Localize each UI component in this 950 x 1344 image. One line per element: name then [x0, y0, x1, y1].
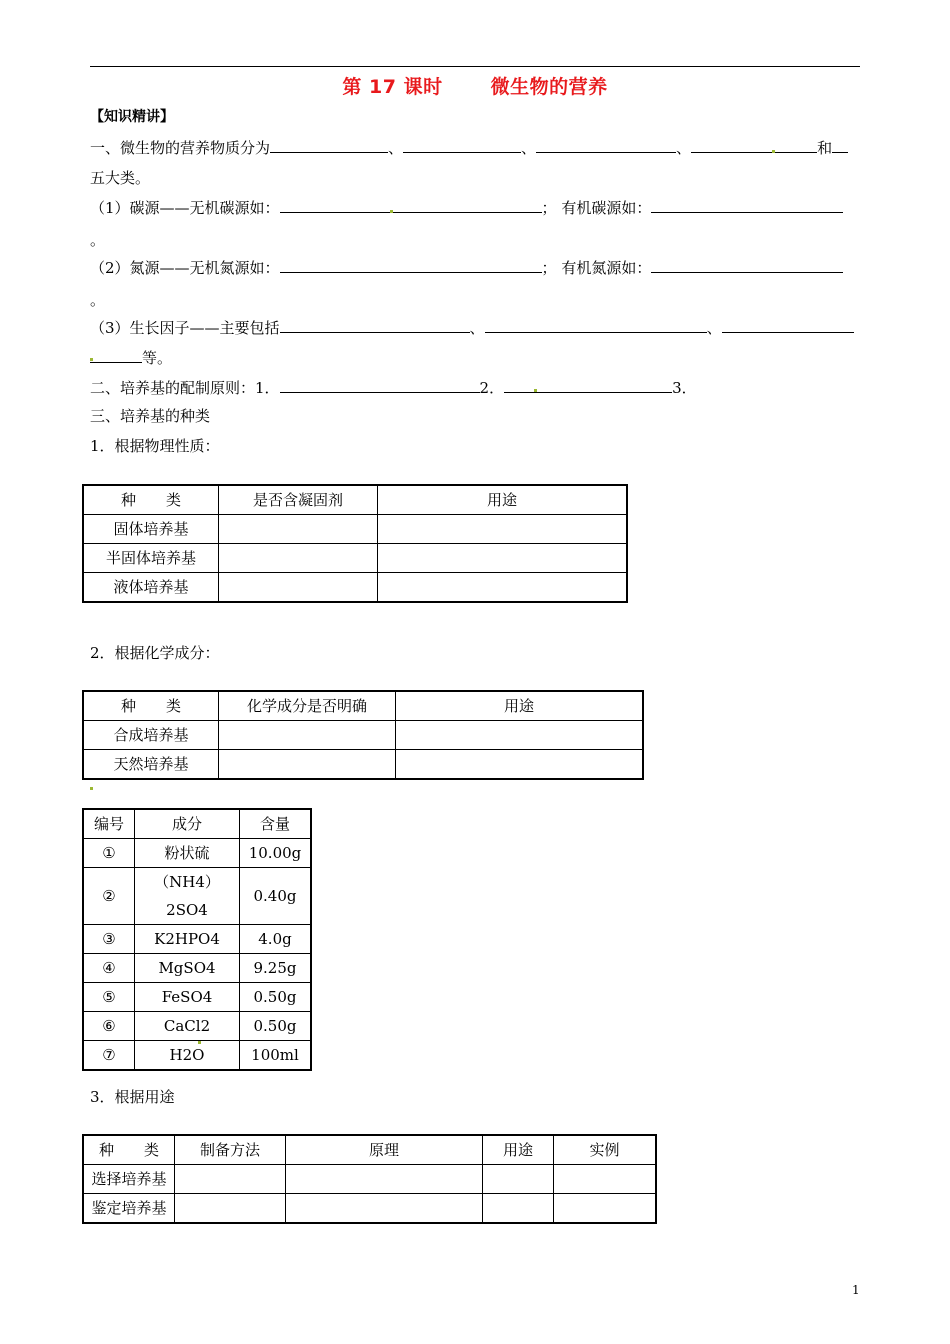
table-cell: FeSO4 — [135, 983, 240, 1012]
blank[interactable] — [280, 258, 542, 273]
subsection-2: 2．根据化学成分： — [90, 644, 220, 662]
subsection-3: 3．根据用途 — [90, 1088, 175, 1106]
blank[interactable] — [722, 318, 854, 333]
table-cell: MgSO4 — [135, 954, 240, 983]
q3-line: 三、培养基的种类 — [90, 407, 211, 425]
scan-mark — [90, 787, 93, 790]
table-cell: H2O — [135, 1041, 240, 1071]
table-row — [83, 868, 311, 925]
table-row-label: 固体培养基 — [83, 515, 219, 544]
table-cell: （NH4）2SO4 — [135, 868, 240, 925]
table-cell[interactable] — [554, 1165, 657, 1194]
lesson-number: 第 17 课时 — [342, 76, 443, 98]
table-cell: ⑥ — [83, 1012, 135, 1041]
carbon-line: （1）碳源——无机碳源如： ； 有机碳源如： — [90, 198, 843, 218]
growth-end: 等。 — [90, 348, 172, 368]
blank[interactable] — [651, 198, 843, 213]
table-row — [83, 1012, 311, 1041]
scan-mark — [390, 210, 393, 213]
scan-mark — [772, 150, 775, 153]
table-cell[interactable] — [219, 544, 378, 573]
table-physical — [82, 484, 628, 603]
table-cell: ② — [83, 868, 135, 925]
table-cell: ③ — [83, 925, 135, 954]
table-cell[interactable] — [483, 1165, 554, 1194]
table-row — [83, 925, 311, 954]
table-header: 是否含凝固剂 — [219, 485, 378, 515]
table-cell[interactable] — [219, 721, 396, 750]
table-cell[interactable] — [286, 1194, 483, 1224]
subsection-1: 1．根据物理性质： — [90, 437, 220, 455]
table-cell: ⑦ — [83, 1041, 135, 1071]
blank[interactable] — [270, 138, 388, 153]
table-row — [83, 983, 311, 1012]
carbon-end: 。 — [90, 231, 106, 249]
table-cell[interactable] — [219, 515, 378, 544]
table-cell: ④ — [83, 954, 135, 983]
scan-mark — [90, 358, 93, 361]
table-header: 用途 — [396, 691, 644, 721]
blank[interactable] — [280, 198, 542, 213]
table-row-label: 选择培养基 — [83, 1165, 175, 1194]
table-header: 种 类 — [83, 1135, 175, 1165]
table-cell: 0.50g — [240, 1012, 312, 1041]
table-cell: 0.40g — [240, 868, 312, 925]
table-cell: 粉状硫 — [135, 839, 240, 868]
section-header: 【知识精讲】 — [90, 109, 174, 125]
table-cell[interactable] — [219, 750, 396, 780]
table-cell: 100ml — [240, 1041, 312, 1071]
table-header: 编号 — [83, 809, 135, 839]
table-recipe — [82, 808, 312, 1071]
table-cell[interactable] — [175, 1165, 286, 1194]
table-cell: 9.25g — [240, 954, 312, 983]
table-header: 含量 — [240, 809, 312, 839]
table-row-label: 合成培养基 — [83, 721, 219, 750]
table-header: 成分 — [135, 809, 240, 839]
table-row-label: 天然培养基 — [83, 750, 219, 780]
blank[interactable] — [691, 138, 817, 153]
table-cell[interactable] — [378, 515, 628, 544]
blank[interactable] — [280, 378, 480, 393]
blank[interactable] — [280, 318, 470, 333]
blank[interactable] — [536, 138, 676, 153]
lesson-topic: 微生物的营养 — [490, 76, 608, 98]
nitrogen-end: 。 — [90, 291, 106, 309]
growth-line: （3）生长因子——主要包括 、 、 — [90, 318, 854, 338]
table-row — [83, 1041, 311, 1071]
q1-end: 五大类。 — [90, 169, 151, 187]
table-cell[interactable] — [175, 1194, 286, 1224]
nitrogen-line: （2）氮源——无机氮源如： ； 有机氮源如： — [90, 258, 843, 278]
table-header: 制备方法 — [175, 1135, 286, 1165]
header-rule — [90, 66, 860, 67]
table-row — [83, 954, 311, 983]
table-cell[interactable] — [378, 544, 628, 573]
page-number: 1 — [852, 1283, 860, 1297]
blank[interactable] — [90, 348, 142, 363]
scan-mark — [198, 1041, 201, 1044]
table-purpose — [82, 1134, 657, 1224]
table-header: 用途 — [378, 485, 628, 515]
table-cell: CaCl2 — [135, 1012, 240, 1041]
table-header: 化学成分是否明确 — [219, 691, 396, 721]
table-cell[interactable] — [483, 1194, 554, 1224]
table-header: 种 类 — [83, 691, 219, 721]
table-row-label: 半固体培养基 — [83, 544, 219, 573]
blank[interactable] — [832, 138, 848, 153]
table-header: 原理 — [286, 1135, 483, 1165]
table-cell[interactable] — [396, 750, 644, 780]
blank[interactable] — [504, 378, 672, 393]
blank[interactable] — [485, 318, 707, 333]
table-header: 种 类 — [83, 485, 219, 515]
table-cell: 4.0g — [240, 925, 312, 954]
blank[interactable] — [403, 138, 521, 153]
table-cell: ⑤ — [83, 983, 135, 1012]
table-chemical — [82, 690, 644, 780]
table-header: 实例 — [554, 1135, 657, 1165]
blank[interactable] — [651, 258, 843, 273]
table-cell: ① — [83, 839, 135, 868]
table-cell: 10.00g — [240, 839, 312, 868]
table-cell[interactable] — [219, 573, 378, 603]
table-cell[interactable] — [396, 721, 644, 750]
table-row-label: 鉴定培养基 — [83, 1194, 175, 1224]
page-title — [90, 72, 860, 99]
table-cell[interactable] — [378, 573, 628, 603]
table-cell: 0.50g — [240, 983, 312, 1012]
table-row — [83, 839, 311, 868]
table-cell[interactable] — [554, 1194, 657, 1224]
q1-line: 一、微生物的营养物质分为 、 、 、 和 — [90, 138, 848, 158]
q2-line: 二、培养基的配制原则：1． 2． 3． — [90, 379, 697, 397]
table-cell[interactable] — [286, 1165, 483, 1194]
table-cell: K2HPO4 — [135, 925, 240, 954]
table-row-label: 液体培养基 — [83, 573, 219, 603]
scan-mark — [534, 389, 537, 392]
table-header: 用途 — [483, 1135, 554, 1165]
